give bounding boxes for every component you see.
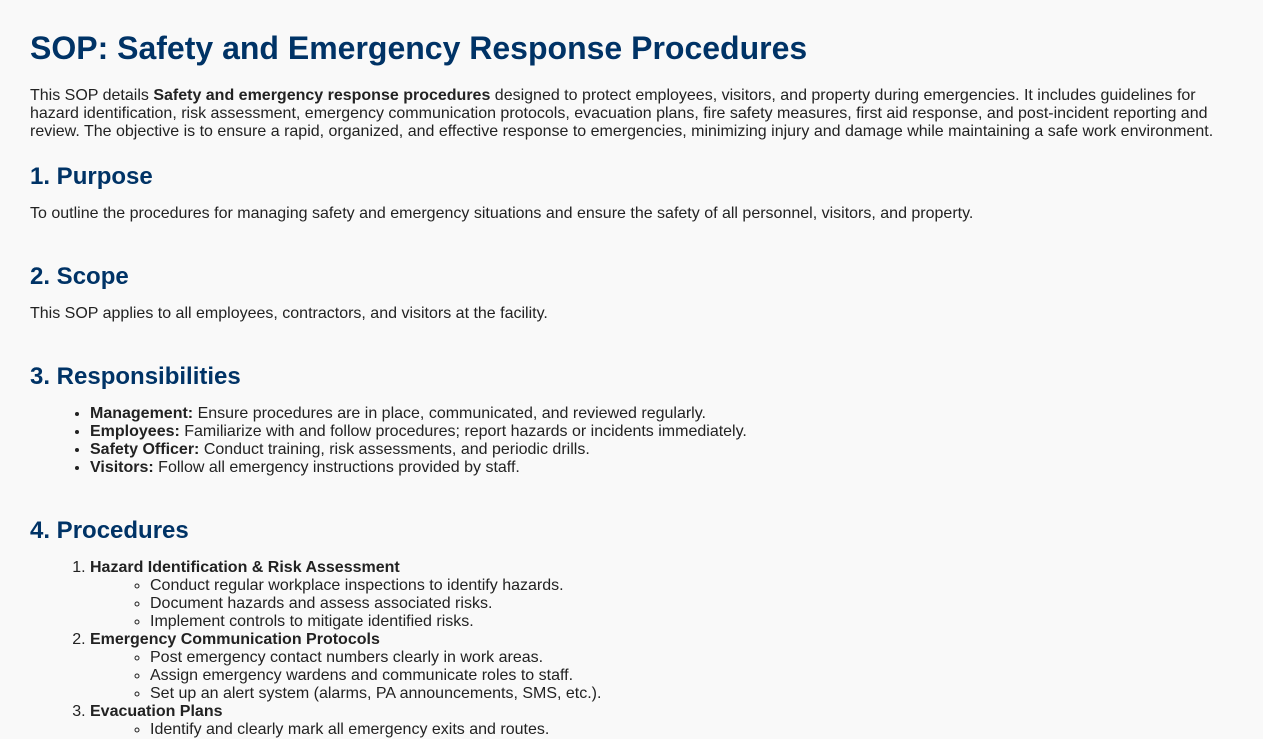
role-description: Conduct training, risk assessments, and periodic drills.: [199, 441, 590, 458]
role-label: Safety Officer:: [90, 441, 200, 458]
intro-text-before: This SOP details: [30, 87, 154, 104]
procedure-item: [90, 559, 1233, 631]
procedure-step: ◦ Document hazards and assess associated risks.: [150, 595, 1233, 613]
procedure-step: ◦ Post emergency contact numbers clearly in work areas.: [150, 649, 1233, 667]
section-heading-procedures: 4. Procedures: [30, 517, 189, 544]
procedure-item: [90, 703, 1233, 739]
procedure-steps: [90, 577, 1233, 631]
section-heading-scope: 2. Scope: [30, 263, 129, 290]
intro-text-after: designed to protect employees, visitors, and property during emergencies. It includes guidelines for hazard identification, risk assessment, emergency communication protocols, evacuation plans, fire safety measures, first aid response, and post-incident reporting and review. The objective is to ensure a rapid, organized, and effective response to emergencies, minimizing injury and damage while maintaining a safe work environment.: [30, 87, 1214, 140]
role-description: Ensure procedures are in place, communicated, and reviewed regularly.: [193, 405, 706, 422]
role-label: Management:: [90, 405, 194, 422]
procedure-steps: [90, 649, 1233, 703]
procedure-step: ◦ Conduct regular workplace inspections to identify hazards.: [150, 577, 1233, 595]
purpose-text: To outline the procedures for managing safety and emergency situations and ensure the safety of all personnel, visitors, and property.: [30, 205, 974, 222]
list-item: [90, 459, 1233, 477]
responsibilities-list: [30, 405, 1233, 477]
procedure-step: ◦ Implement controls to mitigate identified risks.: [150, 613, 1233, 631]
procedures-list: [30, 559, 1233, 739]
intro-text-bold: Safety and emergency response procedures: [153, 87, 491, 104]
intro-paragraph: [30, 87, 1233, 141]
scope-text: This SOP applies to all employees, contractors, and visitors at the facility.: [30, 305, 548, 322]
list-item: [90, 423, 1233, 441]
role-description: Familiarize with and follow procedures; report hazards or incidents immediately.: [179, 423, 747, 440]
list-item: [90, 441, 1233, 459]
page-title: SOP: Safety and Emergency Response Procedures: [30, 30, 808, 66]
list-item: [90, 405, 1233, 423]
procedure-title: Hazard Identification & Risk Assessment: [90, 559, 400, 576]
role-label: Visitors:: [90, 459, 154, 476]
role-label: Employees:: [90, 423, 180, 440]
procedure-title: Emergency Communication Protocols: [90, 631, 380, 648]
procedure-step: ◦ Identify and clearly mark all emergency exits and routes.: [150, 721, 1233, 739]
procedure-steps: [90, 721, 1233, 739]
procedure-item: [90, 631, 1233, 703]
role-description: Follow all emergency instructions provided by staff.: [153, 459, 520, 476]
procedure-title: Evacuation Plans: [90, 703, 223, 720]
procedure-step: ◦ Assign emergency wardens and communicate roles to staff.: [150, 667, 1233, 685]
section-heading-responsibilities: 3. Responsibilities: [30, 363, 241, 390]
procedure-step: ◦ Set up an alert system (alarms, PA announcements, SMS, etc.).: [150, 685, 1233, 703]
section-heading-purpose: 1. Purpose: [30, 163, 153, 190]
